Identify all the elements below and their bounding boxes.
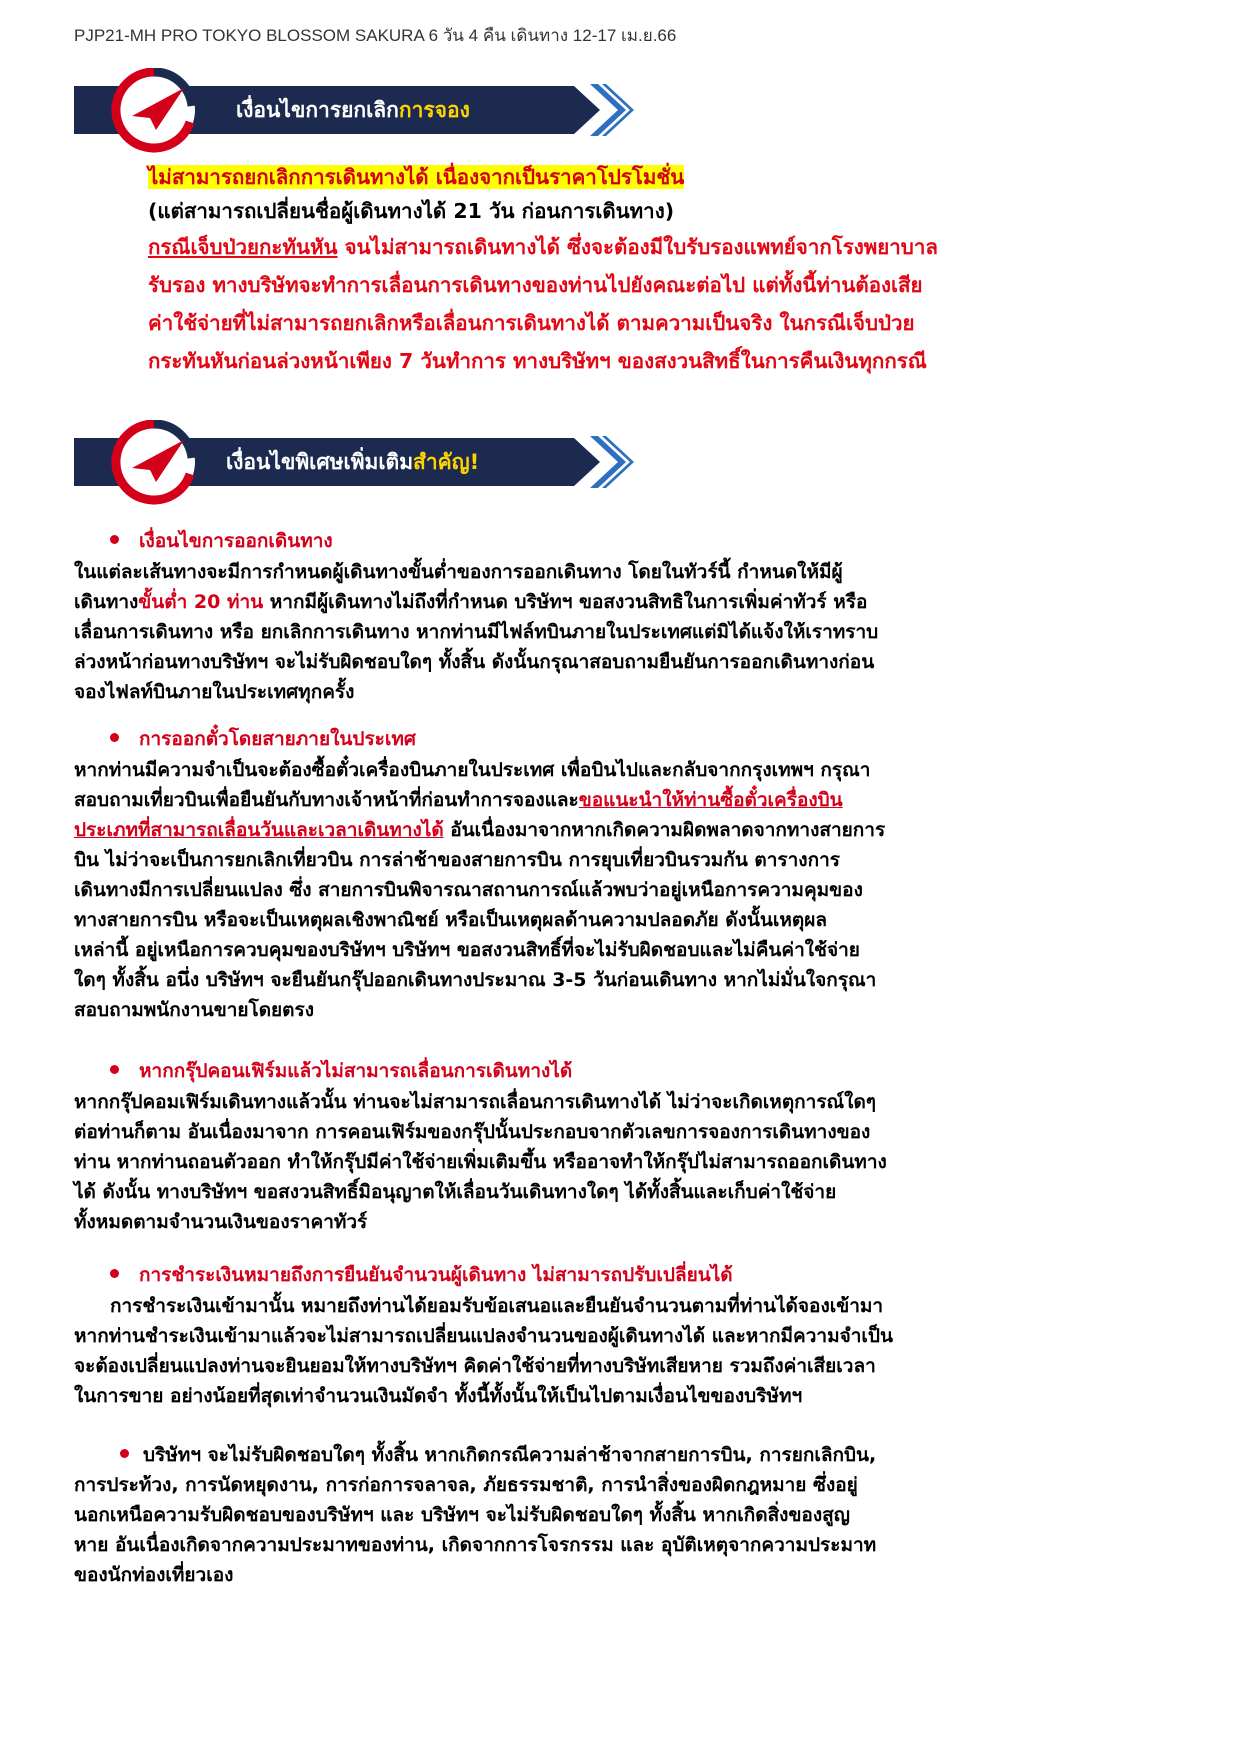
section-domestic-ticket	[74, 724, 1184, 1025]
sick-line-4: กระทันหันก่อนล่วงหน้าเพียง 7 วันทำการ ทางบริษัทฯ ของสงวนสิทธิ์ในการคืนเงินทุกกรณี	[148, 349, 927, 373]
banner-cancel-conditions	[74, 68, 634, 154]
bullet-dot-icon	[110, 733, 119, 742]
bullet-dot-icon	[110, 1269, 119, 1278]
paper-plane-logo-icon	[113, 421, 195, 503]
section-heading: การออกตั๋วโดยสายภายในประเทศ	[74, 724, 1184, 754]
section-body: การชำระเงินเข้ามานั้น หมายถึงท่านได้ยอมรับข้อเสนอและยืนยันจำนวนตามที่ท่านได้จองเข้ามา หากท่านชำระเงินเข้ามาแล้วจะไม่สามารถเปลี่ยนแปลงจำนวนของผู้เดินทางได้ และหากมีความจำเป็น จะต้องเปลี่ยนแปลงท่านจะยินยอมให้ทางบริษัทฯ คิดค่าใช้จ่ายที่ทางบริษัทเสียหาย รวมถึงค่าเสียเวลา ในการขาย อย่างน้อยที่สุดเท่าจำนวนเงินมัดจำ ทั้งนี้ทั้งนั้นให้เป็นไปตามเงื่อนไขของบริษัทฯ	[74, 1295, 893, 1407]
section-heading: หากกรุ๊ปคอนเฟิร์มแล้วไม่สามารถเลื่อนการเดินทางได้	[74, 1056, 1184, 1086]
sick-line-2: รับรอง ทางบริษัทจะทำการเลื่อนการเดินทางของท่านไปยังคณะต่อไป แต่ทั้งนี้ท่านต้องเสีย	[148, 273, 923, 297]
section-body: หากกรุ๊ปคอมเฟิร์มเดินทางแล้วนั้น ท่านจะไม่สามารถเลื่อนการเดินทางได้ ไม่ว่าจะเกิดเหตุการณ์ใดๆ ต่อท่านก็ตาม อันเนื่องมาจาก การคอนเฟิร์มของกรุ๊ปนั้นประกอบจากตัวเลขการจองการเดินทางของ ท่าน หากท่านถอนตัวออก ทำให้กรุ๊ปมีค่าใช้จ่ายเพิ่มเติมขึ้น หรืออาจทำให้กรุ๊ปไม่สามารถออกเดินทาง ได้ ดังนั้น ทางบริษัทฯ ขอสงวนสิทธิ์มิอนุญาตให้เลื่อนวันเดินทางใดๆ ได้ทั้งสิ้นและเก็บค่าใช้จ่าย ทั้งหมดตามจำนวนเงินของราคาทัวร์	[74, 1091, 887, 1233]
section-body: หากท่านมีความจำเป็นจะต้องซื้อตั๋วเครื่องบินภายในประเทศ เพื่อบินไปและกลับจากกรุงเทพฯ กรุณา สอบถามเที่ยวบินเพื่อยืนยันกับทางเจ้าหน้าที่ก่อนทำการจองและขอแนะนำให้ท่านซื้อตั๋วเครื่องบิน ประเภทที่สามารถเลื่อนวันและเวลาเดินทางได้ อันเนื่องมาจากหากเกิดความผิดพลาดจากทางสายการ บิน ไม่ว่าจะเป็นการยกเลิกเที่ยวบิน การล่าช้าของสายการบิน การยุบเที่ยวบินรวมกัน ตารางการ เดินทางมีการเปลี่ยนแปลง ซึ่ง สายการบินพิจารณาสถานการณ์แล้วพบว่าอยู่เหนือการความคุมของ ทางสายการบิน หรือจะเป็นเหตุผลเชิงพาณิชย์ หรือเป็นเหตุผลด้านความปลอดภัย ดังนั้นเหตุผล เหล่านี้ อยู่เหนือการควบคุมของบริษัทฯ บริษัทฯ ขอสงวนสิทธิ์ที่จะไม่รับผิดชอบและไม่คืนค่าใช้จ่าย ใดๆ ทั้งสิ้น อนึ่ง บริษัทฯ จะยืนยันกรุ๊ปออกเดินทางประมาณ 3-5 วันก่อนเดินทาง หากไม่มั่นใจกรุณา สอบถามพนักงานขายโดยตรง	[74, 759, 886, 1021]
section-liability-disclaimer	[74, 1440, 1184, 1590]
bullet-dot-icon	[110, 535, 119, 544]
banner-special-conditions	[74, 420, 634, 506]
sick-line-3: ค่าใช้จ่ายที่ไม่สามารถยกเลิกหรือเลื่อนการเดินทางได้ ตามความเป็นจริง ในกรณีเจ็บป่วย	[148, 311, 915, 335]
section-heading: การชำระเงินหมายถึงการยืนยันจำนวนผู้เดินทาง ไม่สามารถปรับเปลี่ยนได้	[74, 1260, 1184, 1290]
section-body: ในแต่ละเส้นทางจะมีการกำหนดผู้เดินทางขั้นต่ำของการออกเดินทาง โดยในทัวร์นี้ กำหนดให้มีผู้ เดินทางขั้นต่ำ 20 ท่าน หากมีผู้เดินทางไม่ถึงที่กำหนด บริษัทฯ ขอสงวนสิทธิในการเพิ่มค่าทัวร์ หรือ เลื่อนการเดินทาง หรือ ยกเลิกการเดินทาง หากท่านมีไฟล์ทบินภายในประเทศแต่มิได้แจ้งให้เราทราบ ล่วงหน้าก่อนทางบริษัทฯ จะไม่รับผิดชอบใดๆ ทั้งสิ้น ดังนั้นกรุณาสอบถามยืนยันการออกเดินทางก่อน จองไฟลท์บินภายในประเทศทุกครั้ง	[74, 561, 879, 703]
page-header: PJP21-MH PRO TOKYO BLOSSOM SAKURA 6 วัน 4 คืน เดินทาง 12-17 เม.ย.66	[74, 26, 677, 45]
section-payment-confirmation	[74, 1260, 1184, 1411]
section-heading: เงื่อนไขการออกเดินทาง	[74, 526, 1184, 556]
section-confirmed-group	[74, 1056, 1184, 1237]
name-change-note: (แต่สามารถเปลี่ยนชื่อผู้เดินทางได้ 21 วัน ก่อนการเดินทาง)	[148, 199, 675, 223]
section-body: บริษัทฯ จะไม่รับผิดชอบใดๆ ทั้งสิ้น หากเกิดกรณีความล่าช้าจากสายการบิน, การยกเลิกบิน, การประท้วง, การนัดหยุดงาน, การก่อการจลาจล, ภัยธรรมชาติ, การนำสิ่งของผิดกฎหมาย ซึ่งอยู่ นอกเหนือความรับผิดชอบของบริษัทฯ และ บริษัทฯ จะไม่รับผิดชอบใดๆ ทั้งสิ้น หากเกิดสิ่งของสูญ หาย อันเนื่องเกิดจากความประมาทของท่าน, เกิดจากการโจรกรรม และ อุบัติเหตุจากความประมาท ของนักท่องเที่ยวเอง	[74, 1444, 877, 1586]
bullet-dot-icon	[120, 1449, 129, 1458]
banner-title: เงื่อนไขพิเศษเพิ่มเติมสำคัญ!	[226, 450, 480, 474]
paper-plane-logo-icon	[113, 69, 195, 151]
sick-line-1: กรณีเจ็บป่วยกะทันหัน จนไม่สามารถเดินทางได้ ซึ่งจะต้องมีใบรับรองแพทย์จากโรงพยาบาล	[148, 235, 938, 259]
banner-title: เงื่อนไขการยกเลิกการจอง	[236, 98, 470, 122]
promo-highlight: ไม่สามารถยกเลิกการเดินทางได้ เนื่องจากเป็นราคาโปรโมชั่น	[148, 165, 685, 189]
cancellation-text	[148, 160, 1188, 380]
bullet-dot-icon	[110, 1065, 119, 1074]
section-departure-conditions	[74, 526, 1184, 707]
